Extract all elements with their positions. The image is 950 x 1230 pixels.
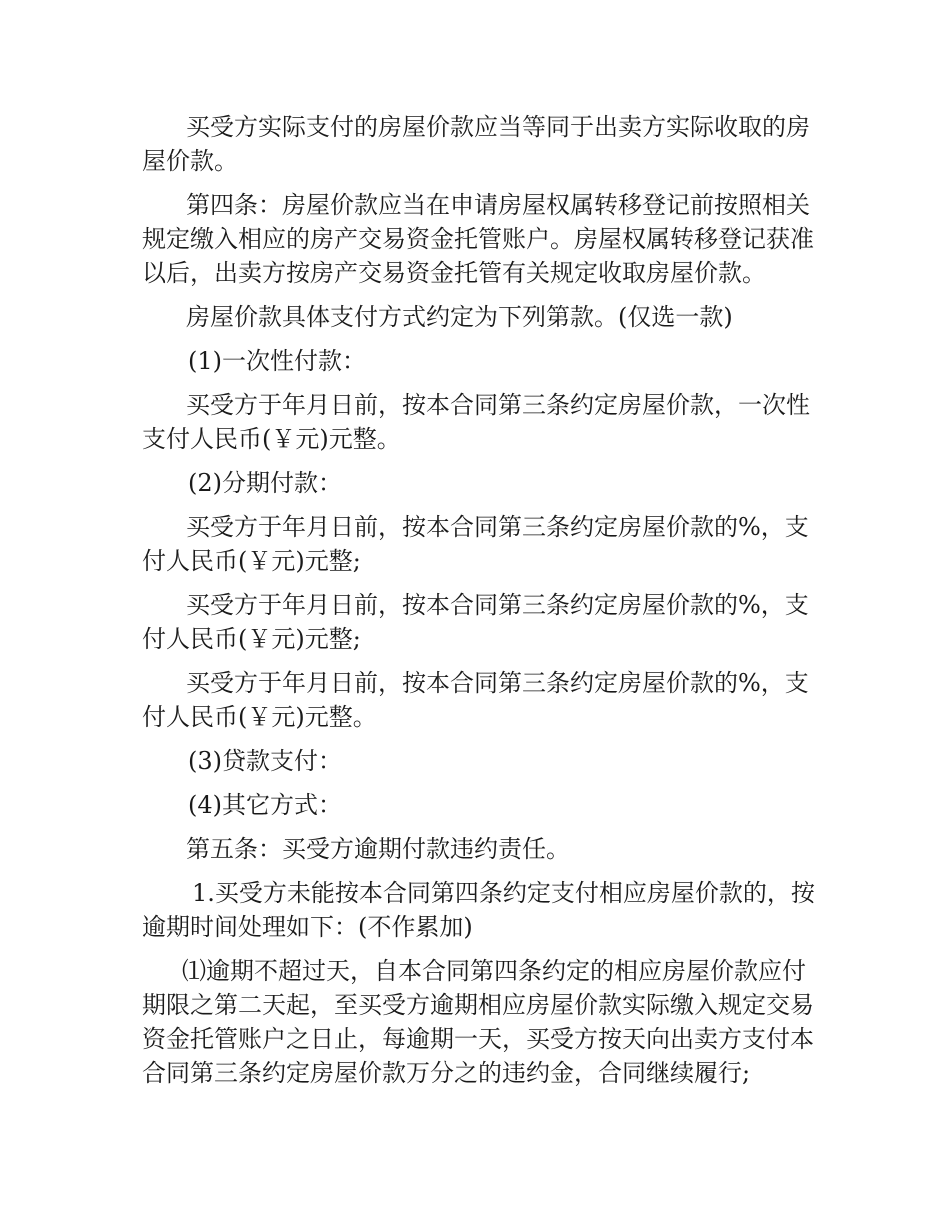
paragraph-payment-method: 房屋价款具体支付方式约定为下列第款。(仅选一款) — [186, 303, 733, 331]
paragraph-article-5: 第五条：买受方逾期付款违约责任。 — [186, 835, 570, 863]
paragraph-installment-3: 买受方于年月日前，按本合同第三条约定房屋价款的%，支付人民币(￥元)元整。 — [142, 669, 809, 731]
paragraph-price-equivalence: 买受方实际支付的房屋价款应当等同于出卖方实际收取的房屋价款。 — [142, 113, 810, 175]
paragraph-installment-2: 买受方于年月日前，按本合同第三条约定房屋价款的%，支付人民币(￥元)元整; — [142, 591, 809, 653]
paragraph-option-lump-sum: (1)一次性付款： — [188, 347, 366, 375]
paragraph-subclause-1: ⑴逾期不超过天，自本合同第四条约定的相应房屋价款应付期限之第二天起，至买受方逾期相应房屋价款实际缴入规定交易资金托管账户之日止，每逾期一天，买受方按天向出卖方支付本合同第三条约定房屋价款万分之的违约金，合同继续履行; — [142, 957, 814, 1087]
paragraph-clause-1: 1.买受方未能按本合同第四条约定支付相应房屋价款的，按逾期时间处理如下：(不作累加) — [142, 879, 815, 941]
paragraph-option-other: (4)其它方式： — [188, 791, 342, 819]
document-body — [142, 110, 822, 1100]
paragraph-installment-1: 买受方于年月日前，按本合同第三条约定房屋价款的%，支付人民币(￥元)元整; — [142, 513, 809, 575]
paragraph-lump-sum-terms: 买受方于年月日前，按本合同第三条约定房屋价款，一次性支付人民币(￥元)元整。 — [142, 391, 810, 453]
paragraph-article-4: 第四条：房屋价款应当在申请房屋权属转移登记前按照相关规定缴入相应的房产交易资金托管账户。房屋权属转移登记获准以后，出卖方按房产交易资金托管有关规定收取房屋价款。 — [142, 191, 814, 287]
paragraph-option-loan: (3)贷款支付： — [188, 747, 342, 775]
paragraph-option-installments: (2)分期付款： — [188, 469, 342, 497]
